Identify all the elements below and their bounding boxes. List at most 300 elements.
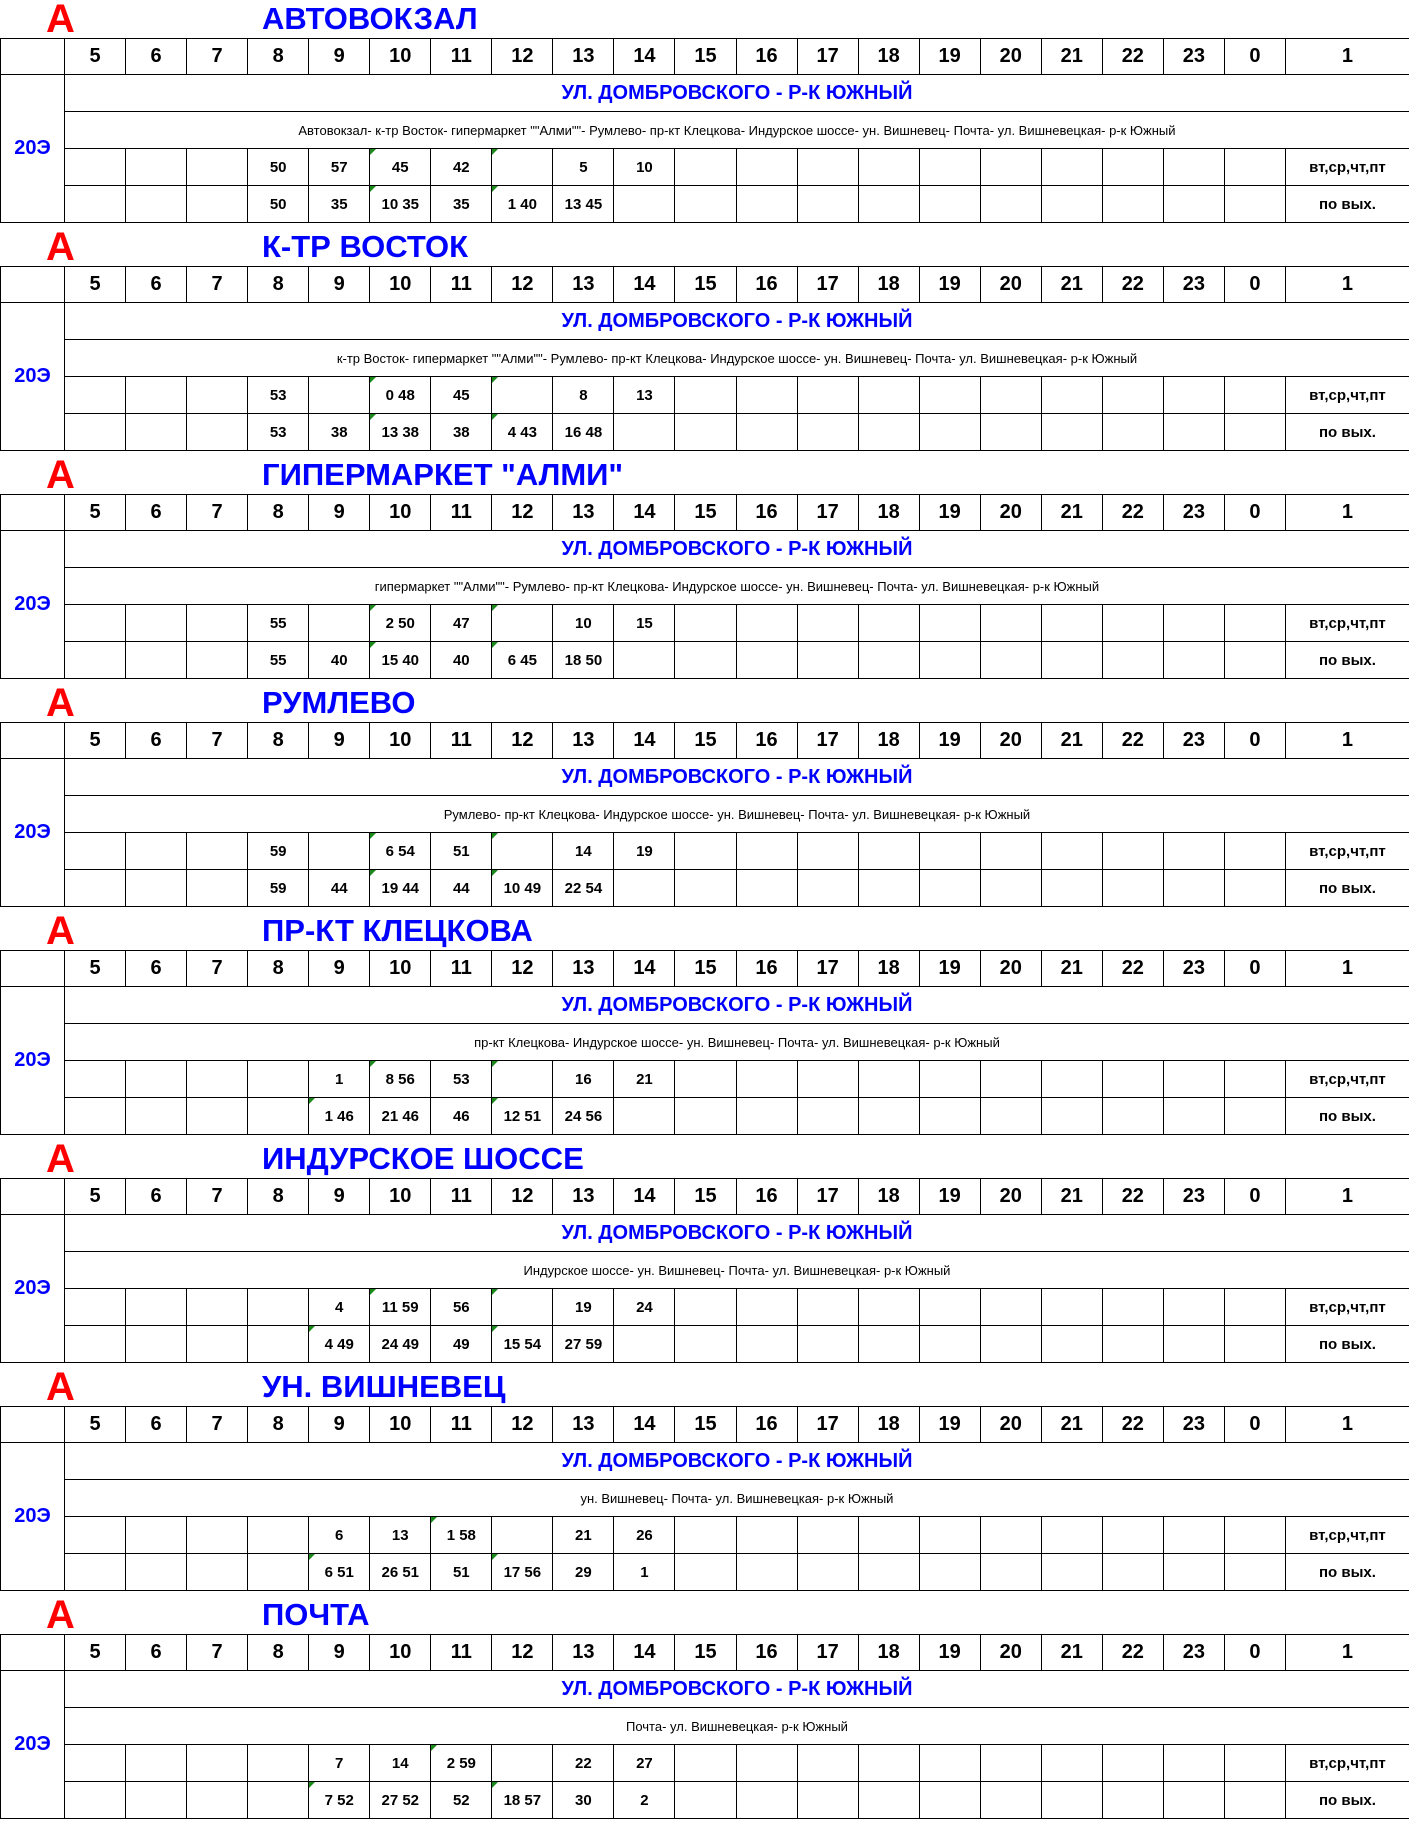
- departure-minutes: 53: [248, 414, 309, 451]
- departure-minutes: [1224, 1782, 1285, 1819]
- weekday-days-label: вт,ср,чт,пт: [1285, 1289, 1409, 1326]
- hour-header: 7: [187, 267, 248, 303]
- departure-minutes: 8 56: [370, 1061, 431, 1098]
- via-row: [1, 1252, 1409, 1289]
- hour-header: 23: [1163, 1179, 1224, 1215]
- departure-minutes: [736, 414, 797, 451]
- hour-header: 23: [1163, 39, 1224, 75]
- hour-header: 10: [370, 723, 431, 759]
- departure-minutes: [248, 1782, 309, 1819]
- departure-minutes: 15 40: [370, 642, 431, 679]
- stop-name: УН. ВИШНЕВЕЦ: [262, 1369, 506, 1404]
- hour-header: 23: [1163, 1635, 1224, 1671]
- departure-minutes: [1163, 149, 1224, 186]
- departure-minutes: [492, 605, 553, 642]
- hour-header: 20: [980, 267, 1041, 303]
- hour-header: 0: [1224, 1407, 1285, 1443]
- departure-minutes: 50: [248, 149, 309, 186]
- hour-header: 18: [858, 723, 919, 759]
- departure-minutes: [614, 1098, 675, 1135]
- departure-minutes: 7 52: [309, 1782, 370, 1819]
- departure-minutes: [187, 377, 248, 414]
- schedule-table: [0, 494, 1409, 679]
- hour-header: 14: [614, 39, 675, 75]
- departure-minutes: [65, 833, 126, 870]
- departure-minutes: [675, 1289, 736, 1326]
- departure-minutes: 21: [614, 1061, 675, 1098]
- departure-minutes: [1163, 642, 1224, 679]
- departure-minutes: [1041, 1517, 1102, 1554]
- departure-minutes: [858, 149, 919, 186]
- departure-minutes: [126, 1326, 187, 1363]
- hour-header: 11: [431, 39, 492, 75]
- departure-minutes: 24 49: [370, 1326, 431, 1363]
- stop-header: [0, 681, 1409, 725]
- departure-minutes: [187, 1745, 248, 1782]
- departure-minutes: [797, 833, 858, 870]
- weekday-trips-row: [1, 149, 1409, 186]
- schedule-table: [0, 38, 1409, 223]
- hours-row: [1, 1635, 1409, 1671]
- departure-minutes: [1102, 605, 1163, 642]
- hour-header: 7: [187, 1635, 248, 1671]
- hour-header: 20: [980, 1179, 1041, 1215]
- departure-minutes: [858, 870, 919, 907]
- departure-minutes: [858, 833, 919, 870]
- departure-minutes: [248, 1326, 309, 1363]
- departure-minutes: 14: [553, 833, 614, 870]
- departure-minutes: [248, 1554, 309, 1591]
- hour-header: 11: [431, 1179, 492, 1215]
- weekend-trips-row: [1, 642, 1409, 679]
- departure-minutes: [1041, 1326, 1102, 1363]
- departure-minutes: [858, 414, 919, 451]
- hour-header: 7: [187, 1179, 248, 1215]
- route-number: 20Э: [1, 531, 65, 679]
- departure-minutes: [1102, 414, 1163, 451]
- departure-minutes: [1163, 1098, 1224, 1135]
- departure-minutes: [126, 1782, 187, 1819]
- hour-header: 21: [1041, 723, 1102, 759]
- hour-header: 0: [1224, 951, 1285, 987]
- hour-header: 21: [1041, 1635, 1102, 1671]
- weekday-trips-row: [1, 1745, 1409, 1782]
- weekend-days-label: по вых.: [1285, 1326, 1409, 1363]
- departure-minutes: [492, 1289, 553, 1326]
- departure-minutes: 22 54: [553, 870, 614, 907]
- direction-row: [1, 1215, 1409, 1252]
- weekday-days-label: вт,ср,чт,пт: [1285, 149, 1409, 186]
- departure-minutes: [126, 1554, 187, 1591]
- departure-minutes: [1041, 1061, 1102, 1098]
- departure-minutes: [858, 1782, 919, 1819]
- departure-minutes: [736, 1554, 797, 1591]
- departure-minutes: [1224, 833, 1285, 870]
- departure-minutes: [65, 1554, 126, 1591]
- hour-header: 22: [1102, 495, 1163, 531]
- departure-minutes: [858, 1745, 919, 1782]
- departure-minutes: 1: [614, 1554, 675, 1591]
- departure-minutes: [797, 186, 858, 223]
- hour-header: 12: [492, 951, 553, 987]
- direction-label: УЛ. ДОМБРОВСКОГО - Р-К ЮЖНЫЙ: [65, 1215, 1409, 1252]
- departure-minutes: [1102, 149, 1163, 186]
- departure-minutes: [797, 414, 858, 451]
- hour-header: 19: [919, 1179, 980, 1215]
- bus-stop-marker-icon: А: [46, 1137, 75, 1181]
- schedule-table: [0, 266, 1409, 451]
- hour-header: 5: [65, 267, 126, 303]
- hour-header: 8: [248, 1635, 309, 1671]
- departure-minutes: [1102, 1061, 1163, 1098]
- departure-minutes: [187, 1782, 248, 1819]
- hour-header: 14: [614, 951, 675, 987]
- departure-minutes: [1102, 1289, 1163, 1326]
- hour-header: 22: [1102, 951, 1163, 987]
- hours-row: [1, 1179, 1409, 1215]
- departure-minutes: 2 59: [431, 1745, 492, 1782]
- departure-minutes: [187, 414, 248, 451]
- hour-header: 7: [187, 723, 248, 759]
- departure-minutes: [1102, 1326, 1163, 1363]
- departure-minutes: 1 40: [492, 186, 553, 223]
- weekend-trips-row: [1, 1326, 1409, 1363]
- departure-minutes: [919, 1517, 980, 1554]
- departure-minutes: [1102, 1782, 1163, 1819]
- departure-minutes: [1224, 1554, 1285, 1591]
- departure-minutes: [675, 186, 736, 223]
- departure-minutes: [675, 1061, 736, 1098]
- departure-minutes: 14: [370, 1745, 431, 1782]
- departure-minutes: [797, 1554, 858, 1591]
- departure-minutes: [1224, 377, 1285, 414]
- hour-header: 0: [1224, 39, 1285, 75]
- departure-minutes: [126, 1289, 187, 1326]
- departure-minutes: 51: [431, 1554, 492, 1591]
- stop-block: [0, 1365, 1409, 1596]
- route-stops-list: гипермаркет ""Алми""- Румлево- пр-кт Клецкова- Индурское шоссе- ун. Вишневец- Почта- ул. Вишневецкая- р-к Южный: [65, 568, 1409, 605]
- departure-minutes: [65, 149, 126, 186]
- departure-minutes: [309, 377, 370, 414]
- departure-minutes: 6 51: [309, 1554, 370, 1591]
- hour-header: 5: [65, 1407, 126, 1443]
- departure-minutes: [1224, 1326, 1285, 1363]
- hour-header: 1: [1285, 267, 1409, 303]
- departure-minutes: [797, 377, 858, 414]
- hour-header: 20: [980, 39, 1041, 75]
- hour-header: 20: [980, 1407, 1041, 1443]
- departure-minutes: [187, 1061, 248, 1098]
- weekday-days-label: вт,ср,чт,пт: [1285, 605, 1409, 642]
- weekday-days-label: вт,ср,чт,пт: [1285, 833, 1409, 870]
- via-row: [1, 1480, 1409, 1517]
- hour-header: 23: [1163, 723, 1224, 759]
- hour-header: 18: [858, 267, 919, 303]
- departure-minutes: [1163, 833, 1224, 870]
- hour-header: 16: [736, 1635, 797, 1671]
- hour-header: 7: [187, 39, 248, 75]
- departure-minutes: 19: [553, 1289, 614, 1326]
- weekend-trips-row: [1, 870, 1409, 907]
- departure-minutes: [126, 414, 187, 451]
- departure-minutes: [675, 414, 736, 451]
- departure-minutes: [126, 1517, 187, 1554]
- hour-header: 18: [858, 1635, 919, 1671]
- departure-minutes: 19 44: [370, 870, 431, 907]
- weekday-days-label: вт,ср,чт,пт: [1285, 1061, 1409, 1098]
- departure-minutes: 16 48: [553, 414, 614, 451]
- hour-header: 13: [553, 267, 614, 303]
- via-row: [1, 112, 1409, 149]
- departure-minutes: 11 59: [370, 1289, 431, 1326]
- stop-name: ПР-КТ КЛЕЦКОВА: [262, 913, 533, 948]
- route-stops-list: пр-кт Клецкова- Индурское шоссе- ун. Вишневец- Почта- ул. Вишневецкая- р-к Южный: [65, 1024, 1409, 1061]
- departure-minutes: [1224, 1517, 1285, 1554]
- hour-header: 6: [126, 951, 187, 987]
- weekend-trips-row: [1, 414, 1409, 451]
- route-stops-list: Почта- ул. Вишневецкая- р-к Южный: [65, 1708, 1409, 1745]
- departure-minutes: [919, 605, 980, 642]
- stop-header: [0, 0, 1409, 41]
- departure-minutes: 18 57: [492, 1782, 553, 1819]
- hour-header: 11: [431, 267, 492, 303]
- hour-header: 13: [553, 723, 614, 759]
- direction-row: [1, 303, 1409, 340]
- departure-minutes: 6: [309, 1517, 370, 1554]
- direction-row: [1, 987, 1409, 1024]
- departure-minutes: [675, 149, 736, 186]
- departure-minutes: [65, 1745, 126, 1782]
- departure-minutes: [980, 186, 1041, 223]
- departure-minutes: 17 56: [492, 1554, 553, 1591]
- departure-minutes: 4 49: [309, 1326, 370, 1363]
- hour-header: 12: [492, 1407, 553, 1443]
- hour-header: 10: [370, 495, 431, 531]
- route-stops-list: Индурское шоссе- ун. Вишневец- Почта- ул. Вишневецкая- р-к Южный: [65, 1252, 1409, 1289]
- departure-minutes: [1041, 833, 1102, 870]
- weekday-days-label: вт,ср,чт,пт: [1285, 377, 1409, 414]
- route-number: 20Э: [1, 303, 65, 451]
- hour-header: 0: [1224, 495, 1285, 531]
- direction-label: УЛ. ДОМБРОВСКОГО - Р-К ЮЖНЫЙ: [65, 1671, 1409, 1708]
- departure-minutes: [65, 414, 126, 451]
- weekend-days-label: по вых.: [1285, 1554, 1409, 1591]
- hour-header: 22: [1102, 1635, 1163, 1671]
- departure-minutes: 59: [248, 833, 309, 870]
- hour-header: 15: [675, 1635, 736, 1671]
- hour-header: 22: [1102, 1179, 1163, 1215]
- departure-minutes: 35: [431, 186, 492, 223]
- departure-minutes: [1224, 414, 1285, 451]
- hour-header: 14: [614, 267, 675, 303]
- hour-header: 18: [858, 1407, 919, 1443]
- departure-minutes: [65, 1098, 126, 1135]
- stop-header: [0, 909, 1409, 953]
- stop-header: [0, 453, 1409, 497]
- departure-minutes: [980, 1289, 1041, 1326]
- departure-minutes: [797, 1517, 858, 1554]
- departure-minutes: [492, 1517, 553, 1554]
- departure-minutes: 24: [614, 1289, 675, 1326]
- departure-minutes: [187, 642, 248, 679]
- direction-label: УЛ. ДОМБРОВСКОГО - Р-К ЮЖНЫЙ: [65, 759, 1409, 796]
- hour-header: 1: [1285, 723, 1409, 759]
- departure-minutes: 13: [370, 1517, 431, 1554]
- departure-minutes: [1163, 1745, 1224, 1782]
- departure-minutes: [1224, 642, 1285, 679]
- hour-header: 15: [675, 39, 736, 75]
- departure-minutes: [675, 833, 736, 870]
- departure-minutes: 16: [553, 1061, 614, 1098]
- hour-header: 15: [675, 495, 736, 531]
- hour-header: 12: [492, 39, 553, 75]
- departure-minutes: [126, 605, 187, 642]
- departure-minutes: [675, 870, 736, 907]
- hour-header: 23: [1163, 951, 1224, 987]
- departure-minutes: 40: [431, 642, 492, 679]
- departure-minutes: [980, 1745, 1041, 1782]
- weekend-trips-row: [1, 1554, 1409, 1591]
- hour-header: 22: [1102, 267, 1163, 303]
- departure-minutes: [65, 1061, 126, 1098]
- direction-label: УЛ. ДОМБРОВСКОГО - Р-К ЮЖНЫЙ: [65, 531, 1409, 568]
- departure-minutes: [858, 1061, 919, 1098]
- departure-minutes: [1041, 1098, 1102, 1135]
- hour-header: 8: [248, 951, 309, 987]
- departure-minutes: [919, 1326, 980, 1363]
- departure-minutes: [187, 1289, 248, 1326]
- departure-minutes: 6 54: [370, 833, 431, 870]
- departure-minutes: [309, 605, 370, 642]
- departure-minutes: [919, 149, 980, 186]
- bus-stop-marker-icon: А: [46, 453, 75, 497]
- departure-minutes: [1163, 1326, 1224, 1363]
- hour-header: 0: [1224, 267, 1285, 303]
- hour-header: 12: [492, 495, 553, 531]
- hour-header: 11: [431, 1635, 492, 1671]
- departure-minutes: [675, 1554, 736, 1591]
- departure-minutes: [980, 1554, 1041, 1591]
- weekday-trips-row: [1, 833, 1409, 870]
- departure-minutes: [980, 414, 1041, 451]
- departure-minutes: [1163, 605, 1224, 642]
- departure-minutes: [126, 833, 187, 870]
- departure-minutes: [492, 377, 553, 414]
- departure-minutes: [248, 1098, 309, 1135]
- departure-minutes: [187, 833, 248, 870]
- hour-header: 17: [797, 1179, 858, 1215]
- weekend-trips-row: [1, 1782, 1409, 1819]
- hour-header: 18: [858, 39, 919, 75]
- departure-minutes: 10 49: [492, 870, 553, 907]
- departure-minutes: 18 50: [553, 642, 614, 679]
- departure-minutes: [1041, 1745, 1102, 1782]
- departure-minutes: 46: [431, 1098, 492, 1135]
- departure-minutes: 27 52: [370, 1782, 431, 1819]
- empty-cell: [1, 39, 65, 75]
- hour-header: 17: [797, 723, 858, 759]
- departure-minutes: [1224, 149, 1285, 186]
- departure-minutes: [187, 870, 248, 907]
- hour-header: 17: [797, 1407, 858, 1443]
- hour-header: 12: [492, 1635, 553, 1671]
- departure-minutes: [797, 1782, 858, 1819]
- departure-minutes: [1041, 1289, 1102, 1326]
- hour-header: 5: [65, 1179, 126, 1215]
- departure-minutes: [1224, 1098, 1285, 1135]
- direction-row: [1, 1443, 1409, 1480]
- departure-minutes: 5: [553, 149, 614, 186]
- hour-header: 16: [736, 951, 797, 987]
- departure-minutes: 45: [431, 377, 492, 414]
- departure-minutes: [65, 377, 126, 414]
- hour-header: 20: [980, 1635, 1041, 1671]
- stop-header: [0, 1365, 1409, 1409]
- departure-minutes: [736, 1782, 797, 1819]
- hour-header: 1: [1285, 39, 1409, 75]
- hour-header: 15: [675, 1407, 736, 1443]
- departure-minutes: [858, 1289, 919, 1326]
- weekend-days-label: по вых.: [1285, 414, 1409, 451]
- departure-minutes: [919, 1745, 980, 1782]
- departure-minutes: 55: [248, 642, 309, 679]
- departure-minutes: [248, 1745, 309, 1782]
- empty-cell: [1, 1179, 65, 1215]
- departure-minutes: 15 54: [492, 1326, 553, 1363]
- departure-minutes: [492, 1745, 553, 1782]
- hour-header: 23: [1163, 1407, 1224, 1443]
- hour-header: 13: [553, 39, 614, 75]
- departure-minutes: [1041, 1782, 1102, 1819]
- departure-minutes: [126, 377, 187, 414]
- weekend-days-label: по вых.: [1285, 186, 1409, 223]
- departure-minutes: [980, 1326, 1041, 1363]
- departure-minutes: [1163, 870, 1224, 907]
- departure-minutes: 8: [553, 377, 614, 414]
- bus-stop-marker-icon: А: [46, 0, 75, 41]
- hour-header: 18: [858, 951, 919, 987]
- hour-header: 10: [370, 1635, 431, 1671]
- hour-header: 15: [675, 267, 736, 303]
- departure-minutes: [980, 1517, 1041, 1554]
- departure-minutes: [980, 1061, 1041, 1098]
- direction-row: [1, 759, 1409, 796]
- weekend-trips-row: [1, 186, 1409, 223]
- departure-minutes: [187, 1517, 248, 1554]
- bus-stop-marker-icon: А: [46, 1365, 75, 1409]
- departure-minutes: [919, 870, 980, 907]
- departure-minutes: 24 56: [553, 1098, 614, 1135]
- departure-minutes: [614, 414, 675, 451]
- departure-minutes: [492, 833, 553, 870]
- weekday-days-label: вт,ср,чт,пт: [1285, 1745, 1409, 1782]
- departure-minutes: 10 35: [370, 186, 431, 223]
- departure-minutes: [1163, 1061, 1224, 1098]
- direction-row: [1, 1671, 1409, 1708]
- route-stops-list: ун. Вишневец- Почта- ул. Вишневецкая- р-к Южный: [65, 1480, 1409, 1517]
- departure-minutes: [797, 1745, 858, 1782]
- departure-minutes: 50: [248, 186, 309, 223]
- departure-minutes: 21: [553, 1517, 614, 1554]
- hour-header: 5: [65, 495, 126, 531]
- hour-header: 11: [431, 723, 492, 759]
- departure-minutes: 56: [431, 1289, 492, 1326]
- hour-header: 1: [1285, 1635, 1409, 1671]
- weekend-days-label: по вых.: [1285, 642, 1409, 679]
- departure-minutes: [797, 1326, 858, 1363]
- departure-minutes: [248, 1517, 309, 1554]
- hour-header: 6: [126, 267, 187, 303]
